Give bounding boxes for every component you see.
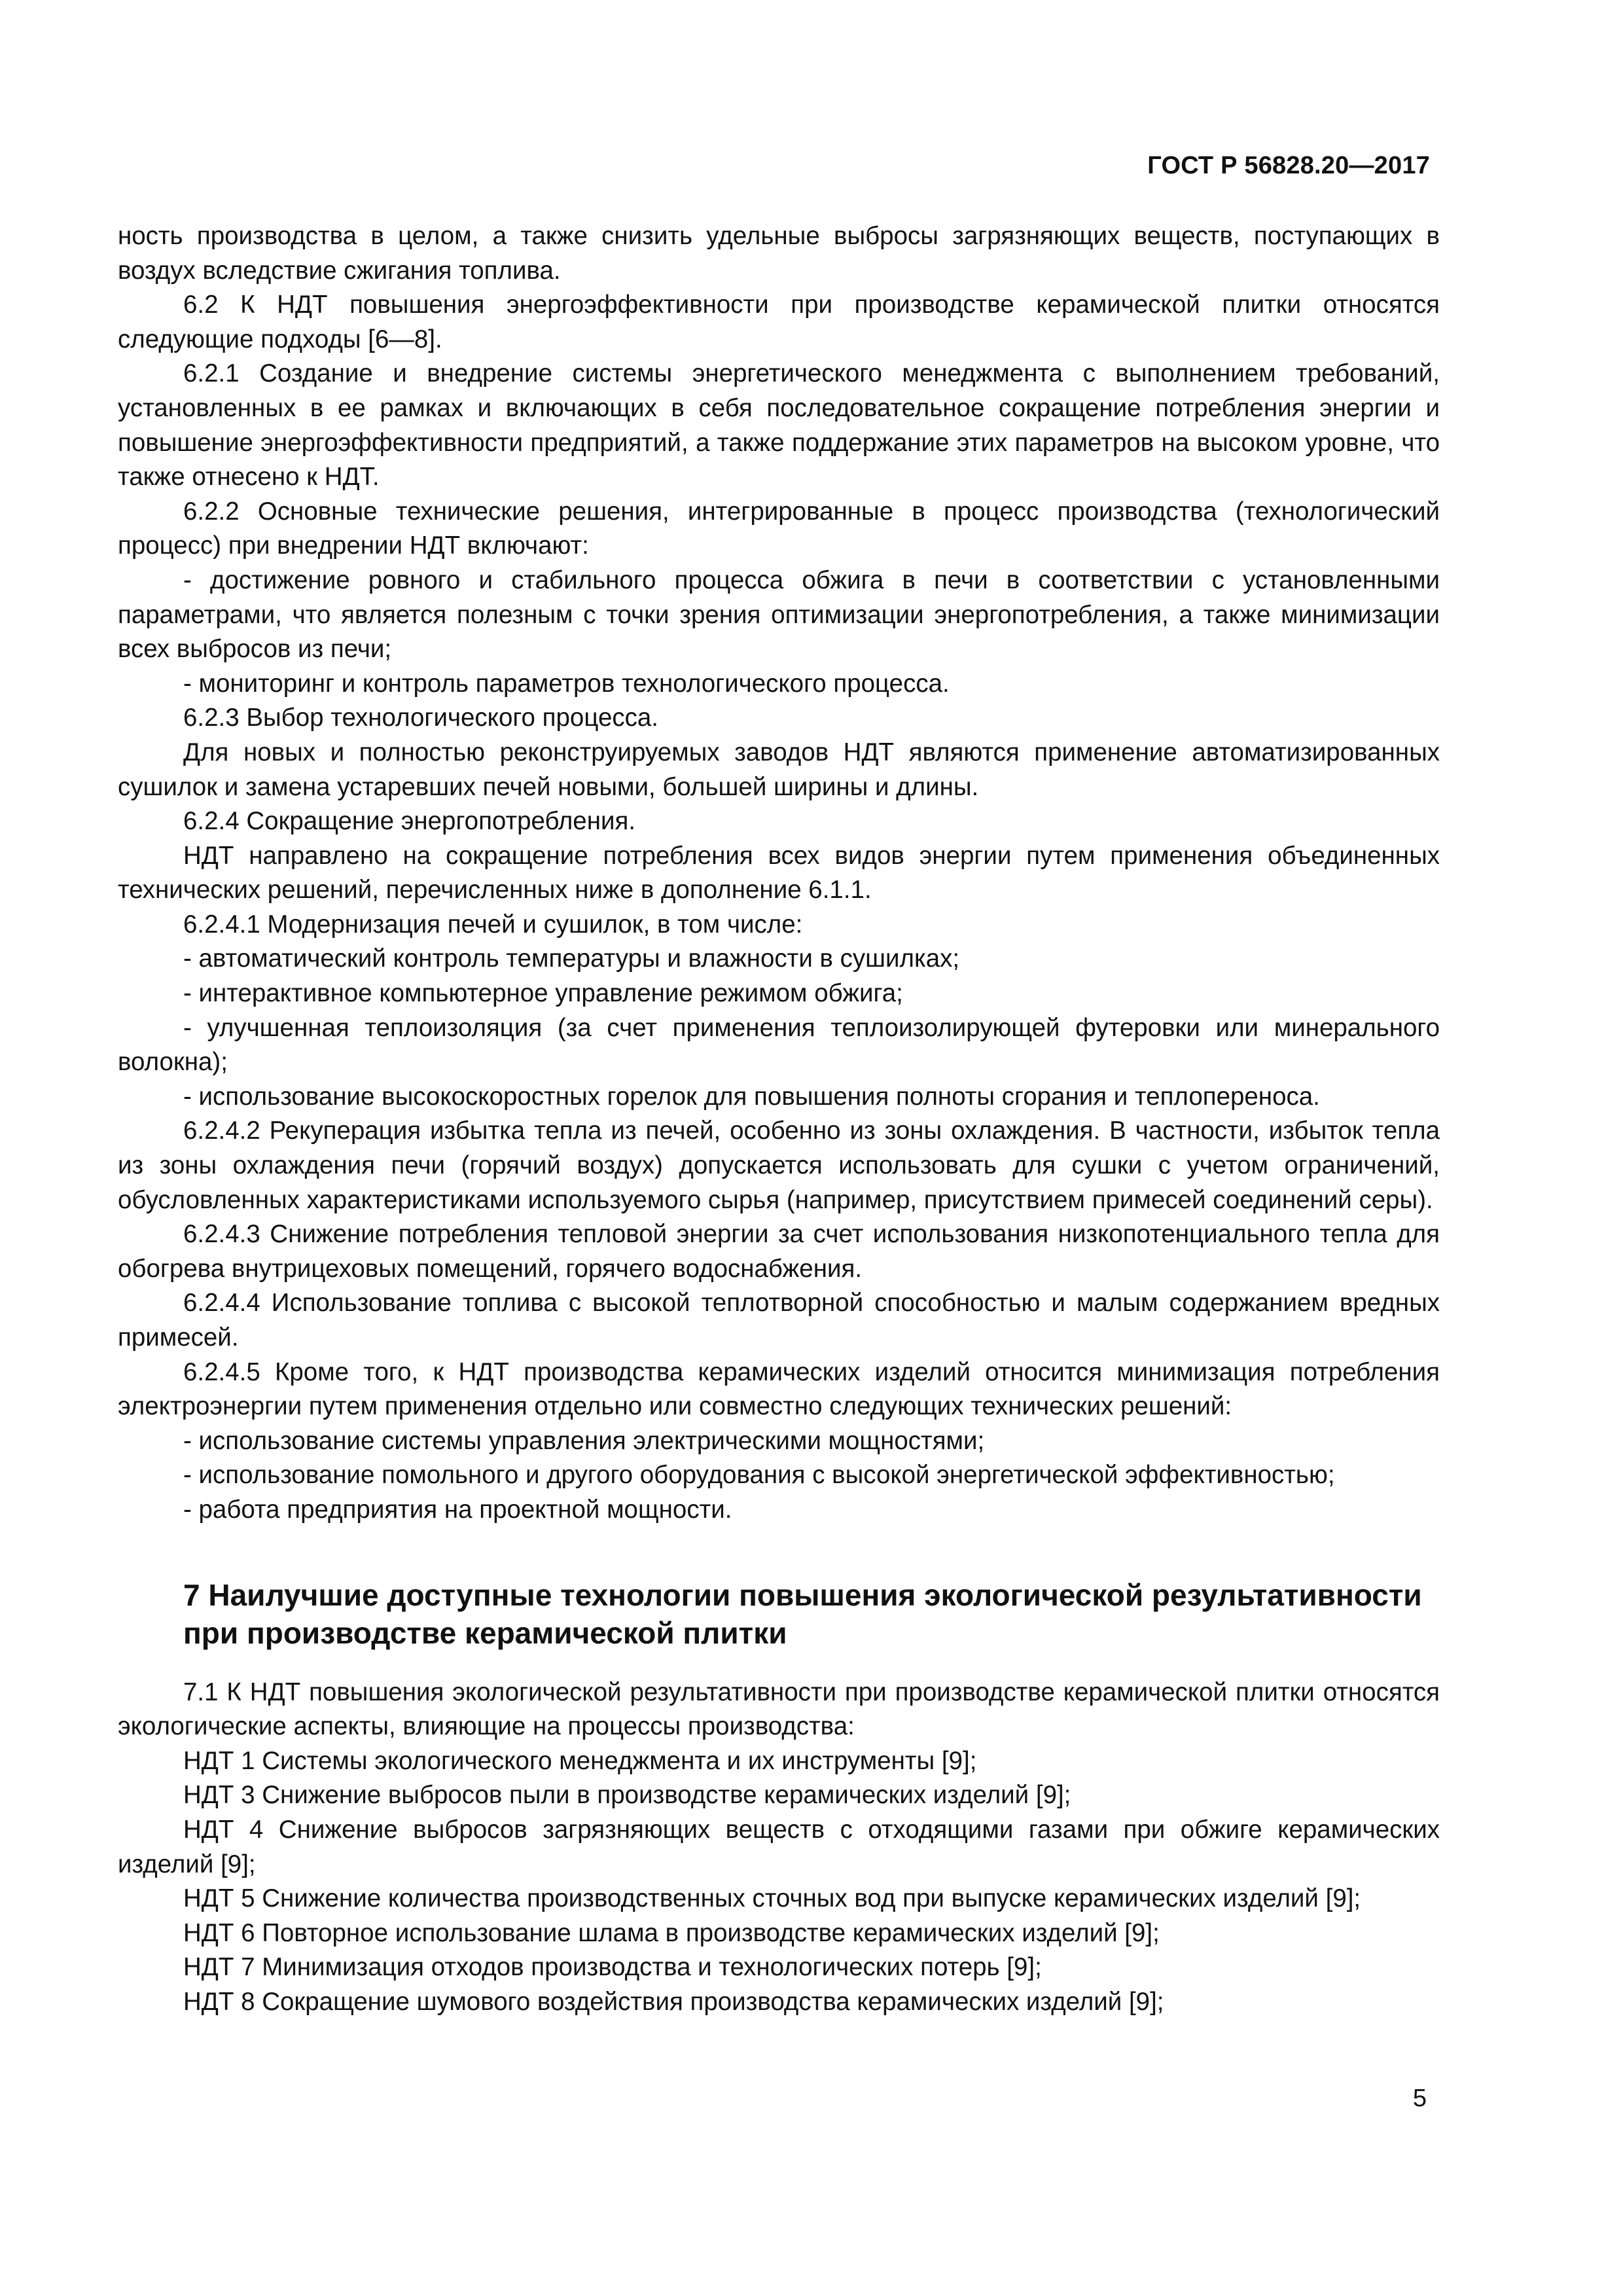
list-item: - использование системы управления электрическими мощностями; [183, 1426, 985, 1455]
paragraph-6-2-4-4: 6.2.4.4 Использование топлива с высокой теплотворной способностью и малым содержанием вредных примесей. [118, 1289, 1440, 1352]
paragraph-6-2-4-2: 6.2.4.2 Рекуперация избытка тепла из печей, особенно из зоны охлаждения. В частности, избыток тепла из зоны охлаждения печи (горячий воздух) допускается использовать для сушки с учетом ограничений, обусловленных характеристиками используемого сырья (например, присутствием примесей соединений серы). [118, 1117, 1440, 1214]
document-id-header: ГОСТ Р 56828.20—2017 [1147, 152, 1430, 179]
ndt-list-item: НДТ 4 Снижение выбросов загрязняющих веществ с отходящими газами при обжиге керамических изделий [9]; [118, 1815, 1440, 1878]
paragraph-continuation: ность производства в целом, а также снизить удельные выбросы загрязняющих веществ, поступающих в воздух вследствие сжигания топлива. [118, 222, 1440, 285]
ndt-list-item: НДТ 8 Сокращение шумового воздействия производства керамических изделий [9]; [183, 1987, 1164, 2016]
paragraph-6-2-4-3: 6.2.4.3 Снижение потребления тепловой энергии за счет использования низкопотенциального тепла для обогрева внутрицеховых помещений, горячего водоснабжения. [118, 1220, 1440, 1283]
paragraph: НДТ направлено на сокращение потребления всех видов энергии путем применения объединенных технических решений, перечисленных ниже в дополнение 6.1.1. [118, 841, 1440, 905]
paragraph-6-2: 6.2 К НДТ повышения энергоэффективности при производстве керамической плитки относятся следующие подходы [6—8]. [118, 291, 1440, 353]
paragraph-6-2-4-5: 6.2.4.5 Кроме того, к НДТ производства керамических изделий относится минимизация потребления электроэнергии путем применения отдельно или совместно следующих технических решений: [118, 1357, 1440, 1421]
list-item: - достижение ровного и стабильного процесса обжига в печи в соответствии с установленными параметрами, что является полезным с точки зрения оптимизации энергопотребления, а также минимизации всех выбросов из печи; [118, 565, 1440, 664]
paragraph-7-1: 7.1 К НДТ повышения экологической результативности при производстве керамической плитки относятся экологические аспекты, влияющие на процессы производства: [118, 1677, 1440, 1741]
paragraph-6-2-4: 6.2.4 Сокращение энергопотребления. [183, 807, 636, 836]
paragraph-6-2-4-1: 6.2.4.1 Модернизация печей и сушилок, в том числе: [183, 910, 803, 939]
list-item: - использование высокоскоростных горелок для повышения полноты сгорания и теплопереноса. [183, 1082, 1320, 1111]
ndt-list-item: НДТ 1 Системы экологического менеджмента и их инструменты [9]; [183, 1746, 977, 1775]
list-item: - мониторинг и контроль параметров технологического процесса. [183, 669, 950, 698]
document-body [118, 219, 1440, 2020]
paragraph: Для новых и полностью реконструируемых заводов НДТ являются применение автоматизированных сушилок и замена устаревших печей новыми, большей ширины и длины. [118, 738, 1440, 801]
list-item: - использование помольного и другого оборудования с высокой энергетической эффективностью; [183, 1461, 1335, 1490]
list-item: - работа предприятия на проектной мощности. [183, 1495, 732, 1524]
paragraph-6-2-2: 6.2.2 Основные технические решения, интегрированные в процесс производства (технологический процесс) при внедрении НДТ включают: [118, 497, 1440, 560]
paragraph-6-2-3: 6.2.3 Выбор технологического процесса. [183, 704, 658, 732]
paragraph-6-2-1: 6.2.1 Создание и внедрение системы энергетического менеджмента с выполнением требований, установленных в ее рамках и включающих в себя последовательное сокращение потребления энергии и повышение энергоэффективности предприятий, а также поддержание этих параметров на высоком уровне, что также отнесено к НДТ. [118, 359, 1440, 492]
ndt-list-item: НДТ 6 Повторное использование шлама в производстве керамических изделий [9]; [183, 1918, 1160, 1947]
ndt-list-item: НДТ 3 Снижение выбросов пыли в производстве керамических изделий [9]; [183, 1781, 1071, 1810]
page-number: 5 [1412, 2085, 1427, 2112]
list-item: - интерактивное компьютерное управление режимом обжига; [183, 979, 903, 1008]
ndt-list-item: НДТ 5 Снижение количества производственных сточных вод при выпуске керамических изделий [9]; [183, 1884, 1361, 1913]
list-item: - автоматический контроль температуры и влажности в сушилках; [183, 944, 960, 973]
ndt-list-item: НДТ 7 Минимизация отходов производства и технологических потерь [9]; [183, 1953, 1042, 1982]
list-item: - улучшенная теплоизоляция (за счет применения теплоизолирующей футеровки или минерального волокна); [118, 1013, 1440, 1077]
section-7-heading: 7 Наилучшие доступные технологии повышения экологической результативности при производстве керамической плитки [183, 1577, 1422, 1650]
